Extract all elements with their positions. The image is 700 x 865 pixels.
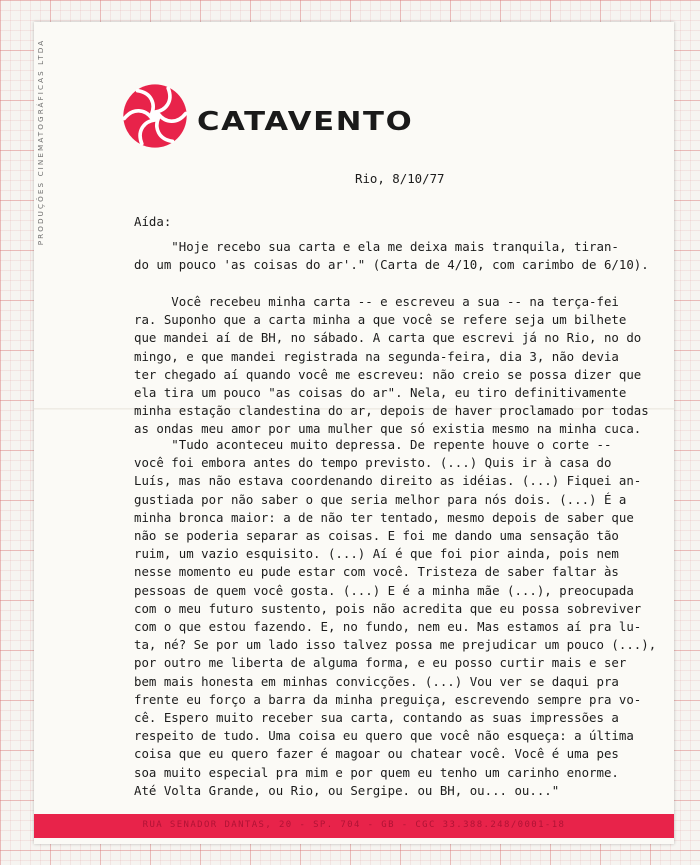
paragraph-2: Você recebeu minha carta -- e escreveu a sua -- na terça-fei ra. Suponho que a carta minha a que você se refere seja um bilhete que mandei aí de BH, no sábado. A carta que escrevi já no Rio, no do mingo, e que mandei registrada na segunda-feira, dia 3, não devia ter chegado aí quando você me escreveu: não creio se possa dizer que ela tira um pouco "as coisas do ar". Nela, eu tiro definitivamente minha estação clandestina do ar, depois de haver proclamado por todas as ondas meu amor por uma mulher que só existia mesmo na minha cuca. (134, 294, 649, 437)
footer-bar (34, 814, 674, 838)
letter-date: Rio, 8/10/77 (355, 171, 445, 186)
letter-sheet (34, 22, 674, 844)
paragraph-1: "Hoje recebo sua carta e ela me deixa mais tranquila, tiran- do um pouco 'as coisas do ar'." (Carta de 4/10, com carimbo de 6/10). (134, 239, 649, 273)
footer-address: RUA SENADOR DANTAS, 20 - SP. 704 - GB - CGC 33.388.248/0001-18 (142, 820, 566, 830)
company-name: CATAVENTO (197, 107, 414, 137)
salutation: Aída: (134, 214, 172, 229)
paragraph-3: "Tudo aconteceu muito depressa. De repente houve o corte -- você foi embora antes do tempo previsto. (...) Quis ir à casa do Luís, mas não estava coordenando direito as idéias. (...) Fiquei an- gustiada por não saber o que seria melhor para nós dois. (...) É a minha bronca maior: a de não ter tentado, mesmo depois de saber que não se poderia separar as coisas. E foi me dando uma sensação tão ruim, um vazio esquisito. (...) Aí é que foi pior ainda, pois nem nesse momento eu pude estar com você. Tristeza de saber faltar às pessoas de quem você gosta. (...) E é a minha mãe (...), preocupada com o meu futuro sustento, pois não acredita que eu possa sobreviver com o que estou fazendo. E, no fundo, nem eu. Mas estamos aí pra lu- ta, né? Se por um lado isso talvez possa me prejudicar um pouco (...), por outro me liberta de alguma forma, e eu posso curtir mais e ser bem mais honesta em minhas convicções. (...) Vou ver se daqui pra frente eu forço a barra da minha preguiça, escrevendo sempre pra vo- cê. Espero muito receber sua carta, contando as suas impressões a respeito de tudo. Uma coisa eu quero que você não esqueça: a última coisa que eu quero fazer é magoar ou chatear você. Você é uma pes soa muito especial pra mim e por quem eu tenho um carinho enorme. Até Volta Grande, ou Rio, ou Sergipe. ou BH, ou... ou..." (134, 437, 657, 798)
pinwheel-icon (122, 83, 188, 149)
company-side-text: PRODUÇÕES CINEMATOGRÁFICAS LTDA (36, 38, 45, 246)
